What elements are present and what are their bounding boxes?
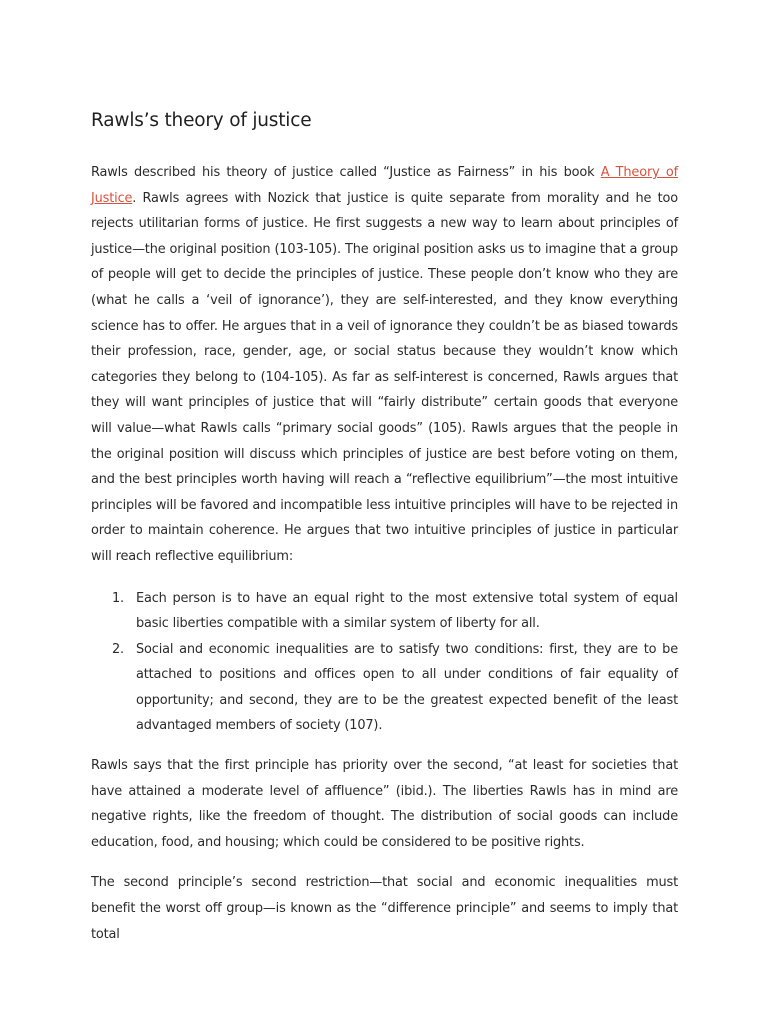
list-item-number: 1. — [112, 590, 124, 606]
intro-text-after-link: . Rawls agrees with Nozick that justice is quite separate from morality and he too rejects utilitarian forms of justice. He first suggests a new way to learn about principles of justice—the original position (103-105). The original position asks us to imagine that a group of people will get to decide the principles of justice. These people don’t know who they are (what he calls a ‘veil of ignorance’), they are self-interested, and they know everything science has to offer. He argues that in a veil of ignorance they couldn’t be as biased towards their profession, race, gender, age, or social status because they wouldn’t know which categories they belong to (104-105). As far as self-interest is concerned, Rawls argues that they will want principles of justice that will “fairly distribute” certain goods that everyone will value—what Rawls calls “primary social goods” (105). Rawls argues that the people in the original position will discuss which principles of justice are best before voting on them, and the best principles worth having will reach a “reflective equilibrium”—the most intuitive principles will be favored and incompatible less intuitive principles will have to be rejected in order to maintain coherence. He argues that two intuitive principles of justice in particular will reach reflective equilibrium: — [91, 190, 678, 564]
paragraph-intro — [91, 160, 678, 570]
list-item-text: Each person is to have an equal right to the most extensive total system of equal basic liberties compatible with a similar system of liberty for all. — [136, 590, 678, 632]
list-item — [91, 586, 678, 637]
intro-text-before-link: Rawls described his theory of justice called “Justice as Fairness” in his book — [91, 165, 601, 180]
book-title-link[interactable]: A Theory of Justice — [91, 165, 678, 206]
list-item-text: Social and economic inequalities are to satisfy two conditions: first, they are to be attached to positions and offices open to all under conditions of fair equality of opportunity; and second, they are to be the greatest expected benefit of the least advantaged members of society (107). — [136, 641, 678, 734]
paragraph-difference-principle: The second principle’s second restriction—that social and economic inequalities must benefit the worst off group—is known as the “difference principle” and seems to imply that total — [91, 875, 678, 942]
paragraph-priority: Rawls says that the first principle has priority over the second, “at least for societies that have attained a moderate level of affluence” (ibid.). The liberties Rawls has in mind are negative rights, like the freedom of thought. The distribution of social goods can include education, food, and housing; which could be considered to be positive rights. — [91, 758, 678, 850]
list-item — [91, 637, 678, 739]
document-page — [91, 108, 678, 947]
page-title: Rawls’s theory of justice — [91, 110, 312, 131]
list-item-number: 2. — [112, 641, 124, 657]
principles-list — [91, 586, 678, 740]
